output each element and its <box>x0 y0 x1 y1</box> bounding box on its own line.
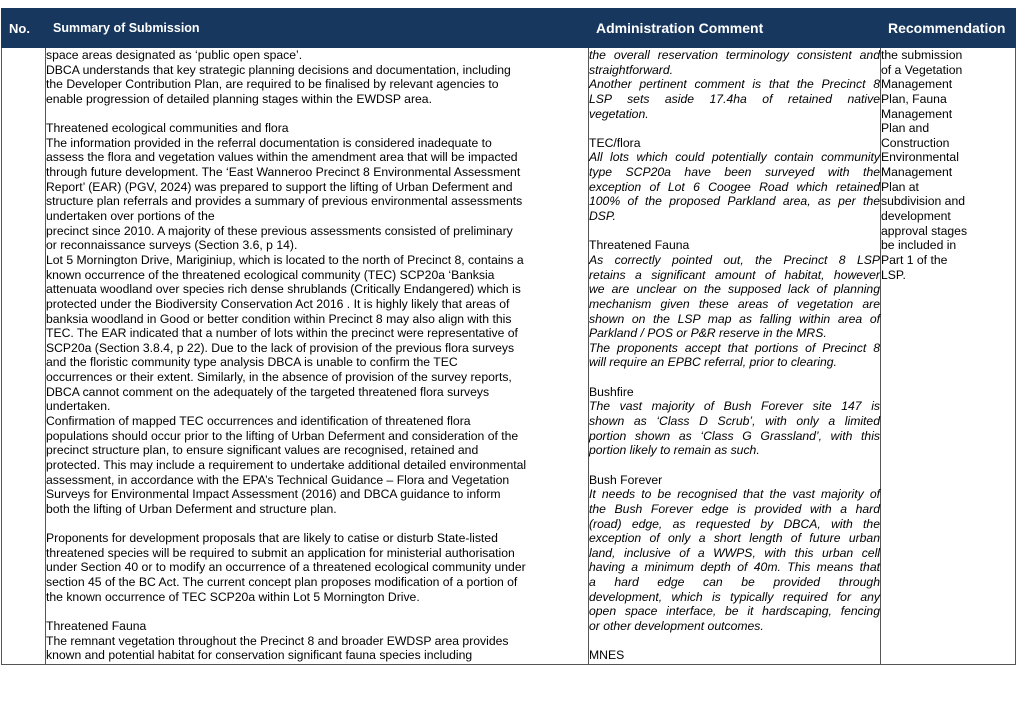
blank-line <box>46 517 588 532</box>
text-line: a hard edge can be provided through <box>589 575 880 590</box>
text-line: The proponents accept that portions of Precinct 8 <box>589 340 880 355</box>
text-line: undertaken. <box>46 399 111 414</box>
text-line: It needs to be recognised that the vast majority of <box>589 487 880 502</box>
text-line: or other development outcomes. <box>589 618 764 633</box>
text-line: the Developer Contribution Plan, are required to be finalised by relevant agencies to <box>46 77 499 92</box>
text-line: we are unclear on the supposed lack of planning <box>589 282 880 297</box>
text-line: having a minimum depth of 40m. This means that <box>589 560 880 575</box>
text-line: both the lifting of Urban Deferment and structure plan. <box>46 501 337 516</box>
text-line: Plan, Fauna <box>881 91 947 106</box>
text-line: LSP. <box>881 267 906 282</box>
text-line: under Section 40 or to modify an occurrence of a threatened ecological community under <box>46 560 526 575</box>
text-line: undertaken over portions of the <box>46 209 215 224</box>
section-heading: Bushfire <box>589 384 634 399</box>
text-line: assess the flora and vegetation values within the amendment area that will be impacted <box>46 150 518 165</box>
header-recommendation: Recommendation <box>881 9 1016 48</box>
cell-no <box>2 48 46 665</box>
text-line: DBCA understands that key strategic planning decisions and documentation, including <box>46 62 511 77</box>
text-line: and the floristic community type analysis DBCA is unable to confirm the TEC <box>46 355 458 370</box>
text-line: Management <box>881 106 953 121</box>
text-line: Management <box>881 165 953 180</box>
text-line: straightforward. <box>589 62 673 77</box>
text-line: Parkland / POS or P&R reserve in the MRS. <box>589 326 827 341</box>
text-line: of a Vegetation <box>881 62 963 77</box>
text-line: the known occurrence of TEC SCP20a within Lot 5 Mornington Drive. <box>46 589 420 604</box>
blank-line <box>589 224 880 239</box>
text-line: space areas designated as ‘public open space’. <box>46 48 303 62</box>
blank-line <box>46 604 588 619</box>
text-line: occurrences or their extent. Similarly, in the absence of provision of the survey reports, <box>46 370 512 385</box>
text-line: through future development. The ‘East Wanneroo Precinct 8 Environmental Assessment <box>46 165 521 180</box>
cell-recommendation <box>881 48 1016 665</box>
text-line: portion shown as ‘Class G Grassland’, with this <box>589 428 880 443</box>
text-line: exception of only a short length of future urban <box>589 531 880 546</box>
text-line: (road) edge, as requested by DBCA, with the <box>589 516 880 531</box>
cell-admin-comment <box>589 48 881 665</box>
text-line: Another pertinent comment is that the Precinct 8 <box>589 77 880 92</box>
text-line: structure plan referrals and provides a summary of previous environmental assessments <box>46 194 523 209</box>
text-line: enable progression of detailed planning stages within the EWDSP area. <box>46 91 432 106</box>
blank-line <box>589 370 880 385</box>
text-line: shown on the LSP map as falling within area of <box>589 311 880 326</box>
text-line: precinct since 2010. A majority of these previous assessments consisted of preliminary <box>46 223 513 238</box>
text-line: assessment, in accordance with the EPA’s Technical Guidance – Flora and Vegetation <box>46 472 510 487</box>
cell-summary <box>46 48 589 665</box>
text-line: protected. This may include a requirement to undertake additional detailed environmental <box>46 457 527 472</box>
text-line: land, inclusive of a WWPS, with this urban cell <box>589 545 880 560</box>
text-line: The information provided in the referral documentation is considered inadequate to <box>46 135 492 150</box>
blank-line <box>46 107 588 122</box>
header-no: No. <box>2 9 46 48</box>
text-line: portion likely to remain as such. <box>589 443 760 458</box>
section-heading: Bush Forever <box>589 472 663 487</box>
text-line: threatened species will be required to submit an application for ministerial authorisation <box>46 545 515 560</box>
text-line: As correctly pointed out, the Precinct 8 LSP <box>589 252 880 267</box>
text-line: Threatened Fauna <box>46 618 147 633</box>
text-line: development <box>881 209 951 224</box>
text-line: or reconnaissance surveys (Section 3.6, p 14). <box>46 238 298 253</box>
blank-line <box>589 121 880 136</box>
text-line: LSP sets aside 17.4ha of retained native <box>589 91 880 106</box>
text-line: the Bush Forever edge is provided with a hard <box>589 501 880 516</box>
text-line: populations should occur prior to the lifting of Urban Deferment and consideration of the <box>46 428 519 443</box>
text-line: retains a significant amount of habitat, however <box>589 267 880 282</box>
table-header-row <box>2 9 1016 48</box>
text-line: The remnant vegetation throughout the Precinct 8 and broader EWDSP area provides <box>46 633 509 648</box>
text-line: TEC. The EAR indicated that a number of lots within the precinct were representative of <box>46 326 518 341</box>
text-line: exception of Lot 6 Coogee Road which retained <box>589 179 880 194</box>
text-line: Plan and <box>881 121 930 136</box>
text-line: Management <box>881 77 953 92</box>
text-line: DSP. <box>589 209 616 224</box>
text-line: be included in <box>881 238 957 253</box>
text-line: attenuata woodland over species rich dense shrublands (Critically Endangered) which is <box>46 282 521 297</box>
text-line: Confirmation of mapped TEC occurrences and identification of threatened flora <box>46 414 471 429</box>
text-line: shown as ‘Class D Scrub’, with only a limited <box>589 414 880 429</box>
text-line: Report’ (EAR) (PGV, 2024) was prepared to support the lifting of Urban Deferment and <box>46 179 513 194</box>
blank-line <box>589 634 880 649</box>
section-heading: MNES <box>589 648 625 663</box>
text-line: Threatened ecological communities and flora <box>46 121 289 136</box>
text-line: mechanism given these areas of vegetation are <box>589 296 880 311</box>
table-row <box>2 48 1016 665</box>
text-line: banksia woodland in Good or better condition within Precinct 8 may also align with this <box>46 311 512 326</box>
blank-line <box>589 458 880 473</box>
text-line: development, which is typically required for any <box>589 589 880 604</box>
text-line: vegetation. <box>589 106 649 121</box>
header-summary: Summary of Submission <box>46 9 589 48</box>
text-line: open space interface, be it hardscaping, fencing <box>589 604 880 619</box>
section-heading: TEC/flora <box>589 135 641 150</box>
text-line: approval stages <box>881 223 968 238</box>
text-line: DBCA cannot comment on the adequately of the targeted threatened flora surveys <box>46 384 490 399</box>
text-line: known and potential habitat for conservation significant fauna species including <box>46 648 473 663</box>
text-line: The vast majority of Bush Forever site 147 is <box>589 399 880 414</box>
text-line: All lots which could potentially contain community <box>589 150 880 165</box>
text-line: Construction <box>881 135 950 150</box>
text-line: Lot 5 Mornington Drive, Mariginiup, which is located to the north of Precinct 8, contains a <box>46 252 524 267</box>
text-line: type SCP20a have been surveyed with the <box>589 165 880 180</box>
text-line: protected under the Biodiversity Conservation Act 2016 . It is highly likely that areas of <box>46 296 510 311</box>
text-line: subdivision and <box>881 194 966 209</box>
text-line: known occurrence of the threatened ecological community (TEC) SCP20a ‘Banksia <box>46 267 495 282</box>
text-line: 100% of the proposed Parkland area, as per the <box>589 194 880 209</box>
text-line: precinct structure plan, to ensure significant values are recognised, retained and <box>46 443 479 458</box>
section-heading: Threatened Fauna <box>589 238 690 253</box>
text-line: Plan at <box>881 179 919 194</box>
text-line: Proponents for development proposals that are likely to catise or disturb State-listed <box>46 531 498 546</box>
text-line: the overall reservation terminology consistent and <box>589 48 880 62</box>
text-line: section 45 of the BC Act. The current concept plan proposes modification of a portion of <box>46 575 518 590</box>
text-line: will require an EPBC referral, prior to clearing. <box>589 355 837 370</box>
text-line: Environmental <box>881 150 959 165</box>
text-line: Part 1 of the <box>881 252 948 267</box>
text-line: SCP20a (Section 3.8.4, p 22). Due to the lack of provision of the previous flora surveys <box>46 340 515 355</box>
submissions-table <box>1 8 1016 665</box>
header-admin-comment: Administration Comment <box>589 9 881 48</box>
text-line: Surveys for Environmental Impact Assessment (2016) and DBCA guidance to inform <box>46 487 501 502</box>
text-line: the submission <box>881 48 963 62</box>
